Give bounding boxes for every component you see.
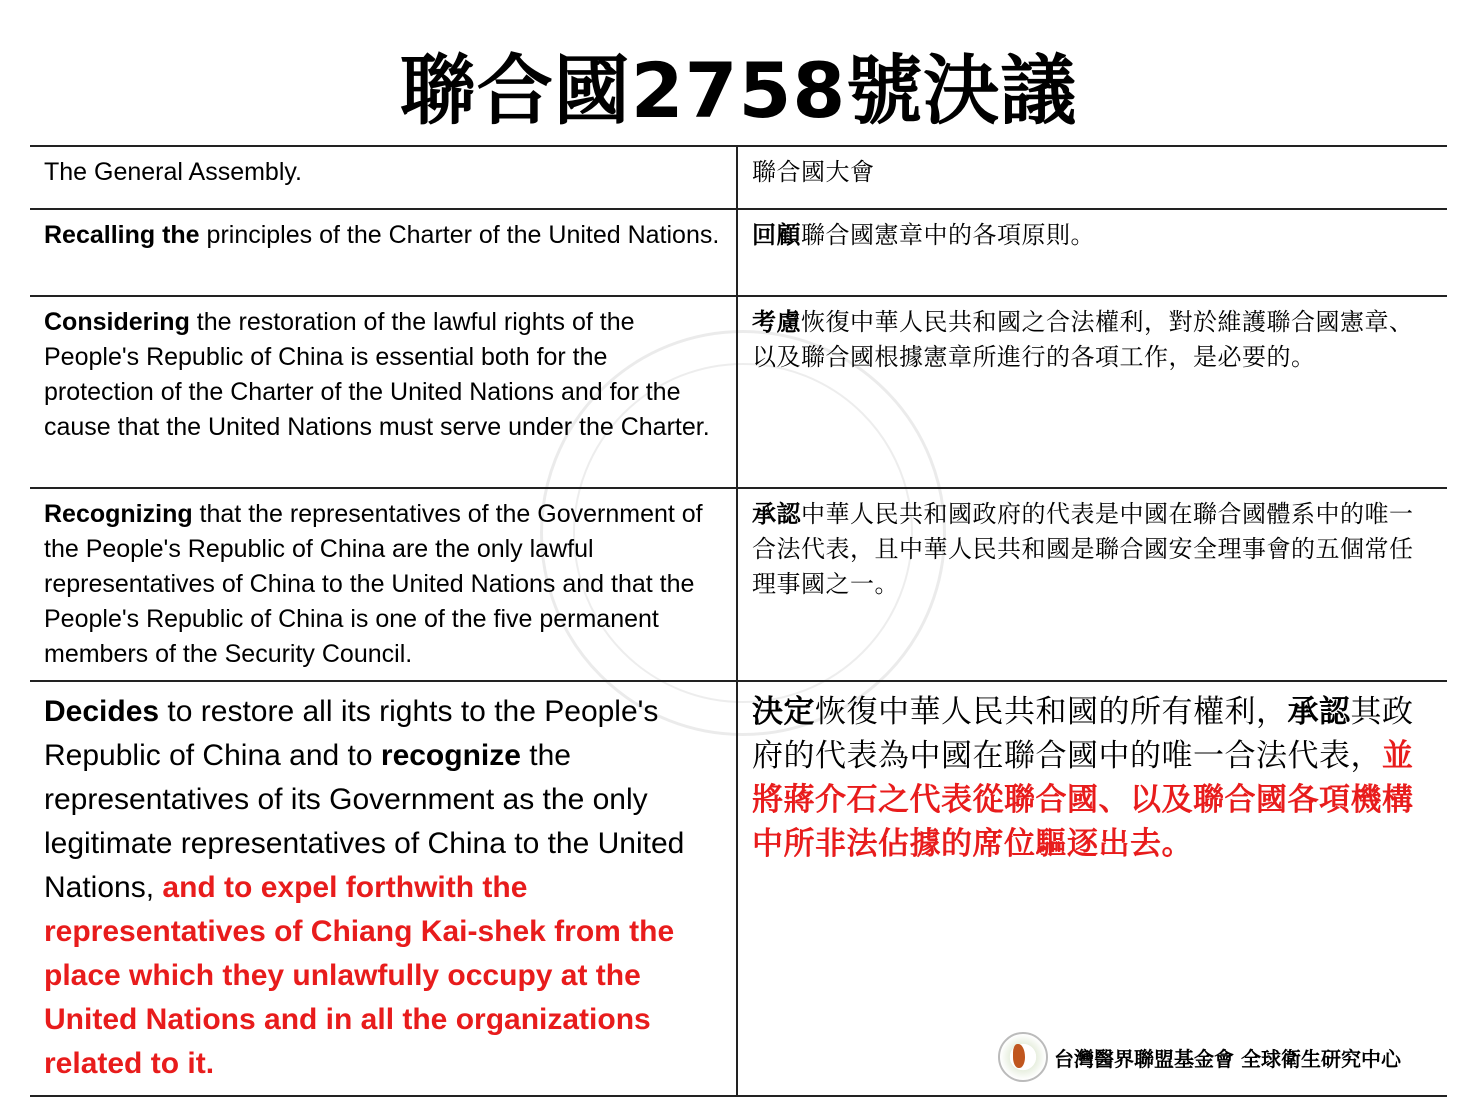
english-text: to restore all its rights to the People's Republic of China and to	[44, 695, 659, 772]
english-cell	[30, 147, 738, 208]
table-row	[30, 487, 1447, 680]
table-row	[30, 145, 1447, 208]
resolution-table	[30, 145, 1447, 1097]
chinese-keyword: 承認	[1287, 694, 1351, 730]
chinese-keyword: 回顧	[752, 221, 801, 249]
english-keyword: Decides	[44, 695, 160, 728]
english-cell	[30, 489, 738, 680]
chinese-text: 聯合國大會	[752, 158, 875, 186]
chinese-text: 中華人民共和國政府的代表是中國在聯合國體系中的唯一合法代表，且中華人民共和國是聯合國安全理事會的五個常任理事國之一。	[752, 500, 1414, 598]
chinese-highlight: 並將蔣介石之代表從聯合國、以及聯合國各項機構中所非法佔據的席位驅逐出去。	[752, 738, 1414, 862]
foundation-logo-icon	[998, 1032, 1048, 1082]
english-highlight: and to expel forthwith the representatives of Chiang Kai-shek from the place which they unlawfully occupy at the United Nations and in all the organizations related to it.	[44, 871, 675, 1080]
table-row	[30, 208, 1447, 295]
english-text: that the representatives of the Government of the People's Republic of China are the only lawful representatives of China to the United Nations and that the People's Republic of China is one of the five permanent members of the Security Council.	[44, 500, 703, 668]
english-keyword: Recalling the	[44, 221, 200, 249]
chinese-cell	[738, 210, 1447, 295]
chinese-keyword: 承認	[752, 500, 801, 528]
page-title: 聯合國2758號決議	[399, 46, 1078, 135]
chinese-text: 其政府的代表為中國在聯合國中的唯一合法代表，	[752, 694, 1414, 774]
footer-branding	[998, 1032, 1401, 1082]
chinese-cell	[738, 489, 1447, 680]
english-keyword: Considering	[44, 308, 190, 336]
footer-org-name: 台灣醫界聯盟基金會 全球衛生研究中心	[1054, 1046, 1401, 1071]
english-cell	[30, 210, 738, 295]
chinese-keyword: 考慮	[752, 308, 801, 336]
english-cell	[30, 682, 738, 1095]
english-text: the representatives of its Government as the only legitimate representatives of China to the United Nations,	[44, 739, 685, 904]
english-keyword: recognize	[380, 739, 521, 772]
chinese-text: 聯合國憲章中的各項原則。	[801, 221, 1095, 249]
english-cell	[30, 297, 738, 487]
chinese-text: 恢復中華人民共和國之合法權利，對於維護聯合國憲章、以及聯合國根據憲章所進行的各項工作，是必要的。	[752, 308, 1414, 371]
english-text: The General Assembly.	[44, 158, 302, 186]
table-row	[30, 295, 1447, 487]
english-text: principles of the Charter of the United Nations.	[199, 221, 720, 249]
chinese-cell	[738, 147, 1447, 208]
chinese-keyword: 決定	[752, 694, 815, 730]
chinese-text: 恢復中華人民共和國的所有權利，	[815, 694, 1288, 730]
english-keyword: Recognizing	[44, 500, 193, 528]
english-text: the restoration of the lawful rights of the People's Republic of China is essential both for the protection of the Charter of the United Nations and for the cause that the United Nations must serve under the Charter.	[44, 308, 710, 441]
chinese-cell	[738, 297, 1447, 487]
